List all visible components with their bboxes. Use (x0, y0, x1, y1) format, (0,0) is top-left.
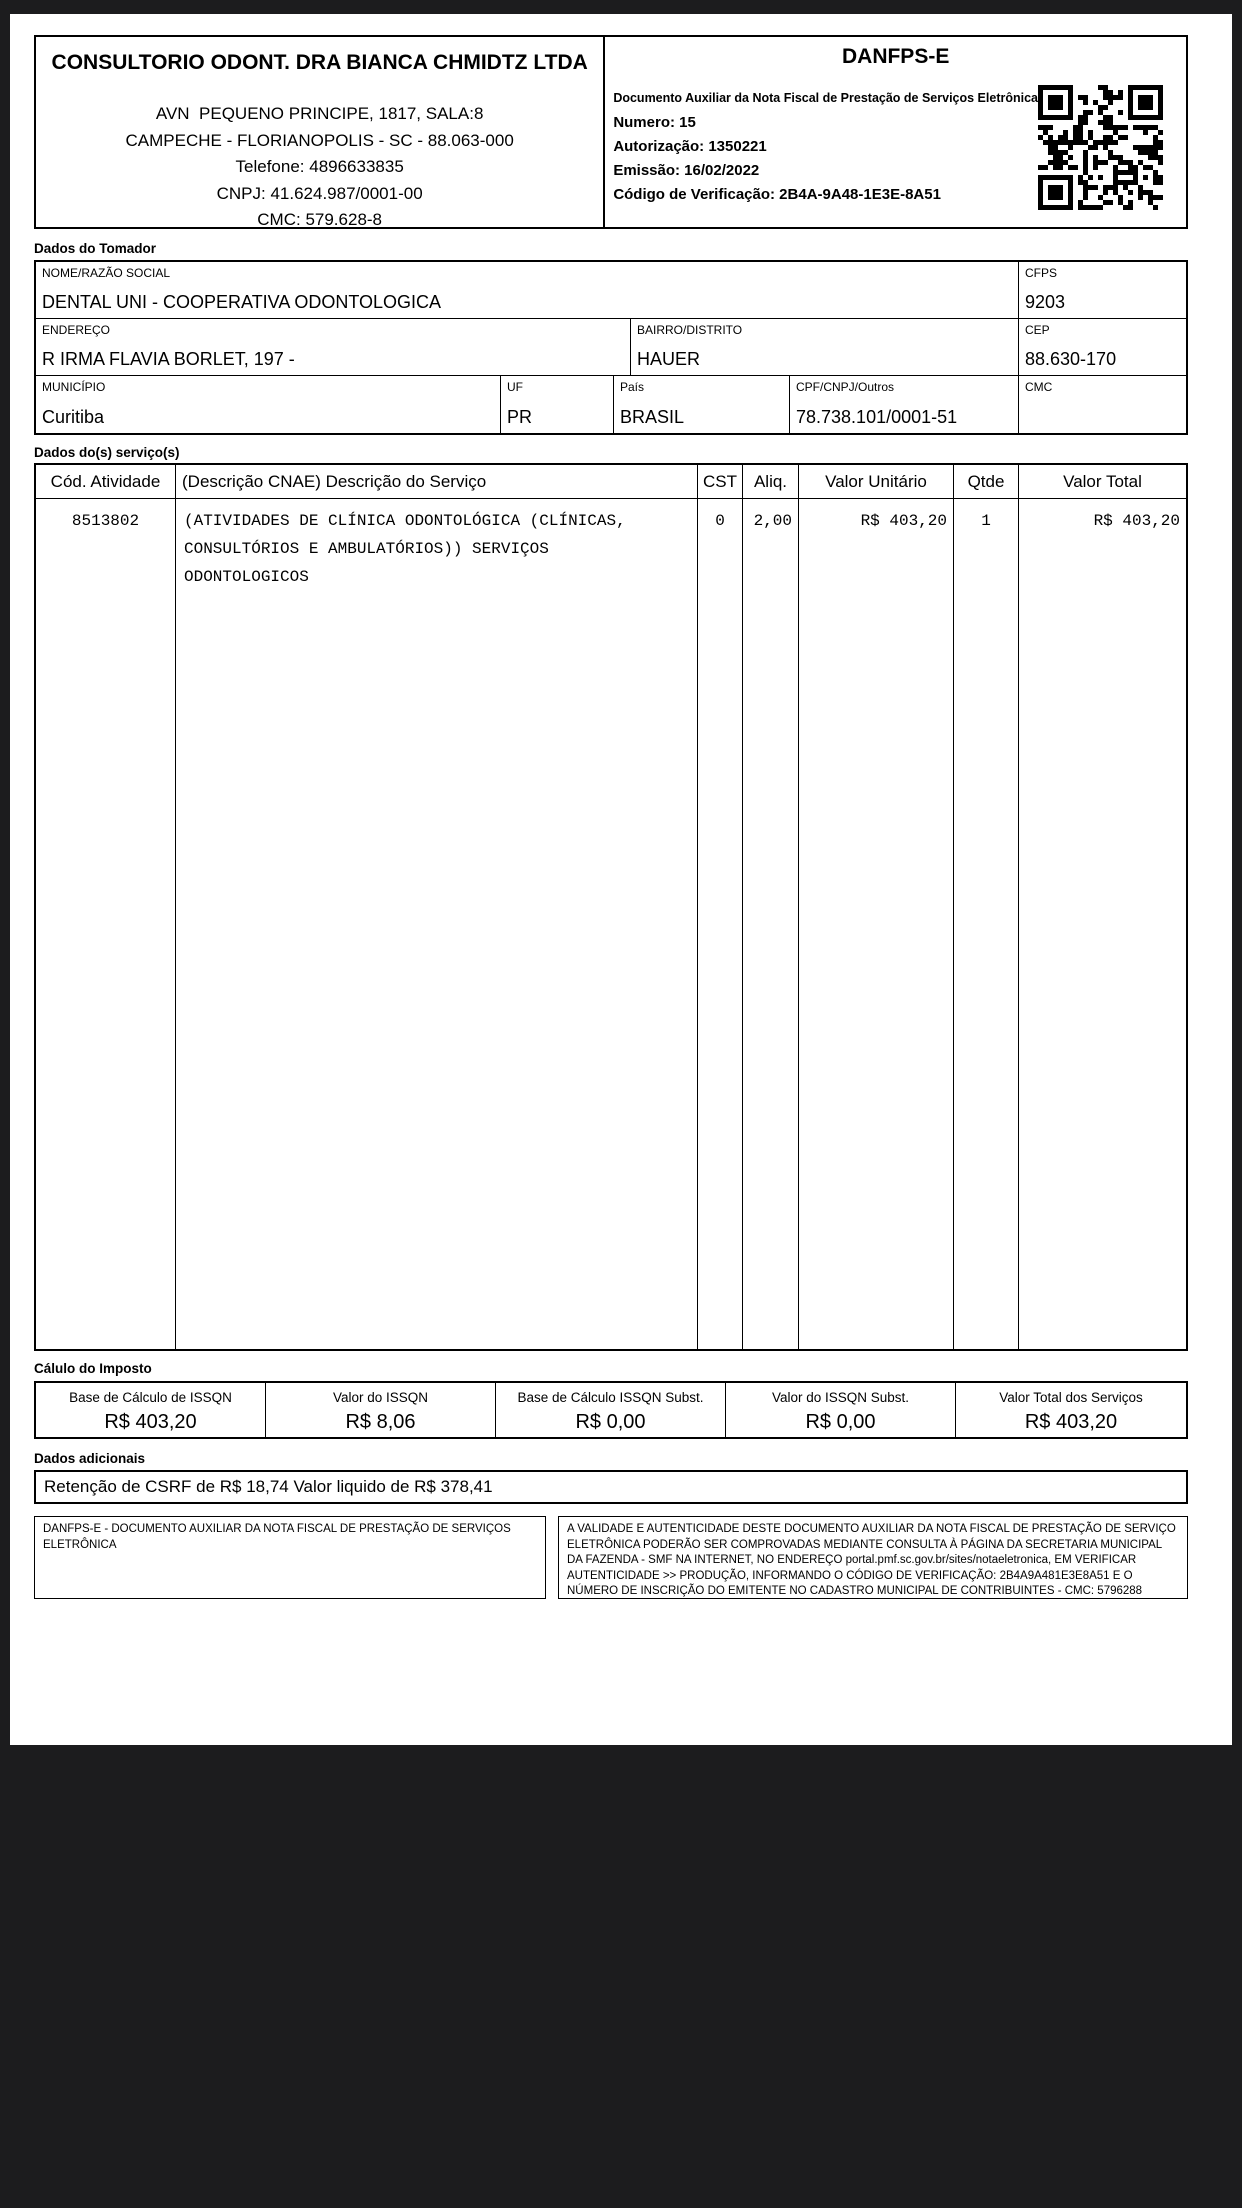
field-label: CFPS (1025, 266, 1058, 280)
field-label: CPF/CNPJ/Outros (796, 380, 895, 394)
imposto-value: R$ 0,00 (805, 1411, 876, 1433)
field-municipio (36, 376, 501, 433)
imposto-label: Base de Cálculo ISSQN Subst. (517, 1390, 704, 1405)
imposto-cell (956, 1383, 1186, 1437)
tomador-table (34, 260, 1188, 435)
column-header: Cód. Atividade (36, 465, 176, 498)
field-cfps (1019, 262, 1186, 318)
column-header: Valor Total (1063, 471, 1142, 491)
adicionais-box: Retenção de CSRF de R$ 18,74 Valor liquido de R$ 378,41 (34, 1470, 1188, 1504)
field-value: DENTAL UNI - COOPERATIVA ODONTOLOGICA (42, 292, 442, 312)
field-value: Curitiba (42, 407, 105, 427)
column-header: CST (698, 465, 743, 498)
field-label: UF (507, 380, 523, 394)
cell-descricao (176, 499, 698, 1349)
cell-cod-atividade: 8513802 (36, 499, 176, 1349)
field-value: BRASIL (620, 407, 685, 427)
adicionais-section-title: Dados adicionais (34, 1451, 146, 1466)
issuer-name: CONSULTORIO ODONT. DRA BIANCA CHMIDTZ LTDA (51, 51, 588, 74)
cell-qtde: 1 (954, 499, 1019, 1349)
imposto-label: Valor do ISSQN (332, 1390, 429, 1405)
footer-validity-note: A VALIDADE E AUTENTICIDADE DESTE DOCUMENTO AUXILIAR DA NOTA FISCAL DE PRESTAÇÃO DE SERVIÇO ELETRÔNICA PODERÃO SER COMPROVADAS MEDIANTE CONSULTA À PÁGINA DA SECRETARIA MUNICIPAL DA FAZENDA - SMF NA INTERNET, NO ENDEREÇO portal.pmf.sc.gov.br/sites/notaeletronica, EM VERIFICAR AUTENTICIDADE >> PRODUÇÃO, INFORMANDO O CÓDIGO DE VERIFICAÇÃO: 2B4A9A481E3E8A51 E O NÚMERO DE INSCRIÇÃO DO EMITENTE NO CADASTRO MUNICIPAL DE CONTRIBUINTES - CMC: 5796288 (558, 1516, 1188, 1599)
danfps-title: DANFPS-E (841, 45, 950, 68)
field-label: CMC (1025, 380, 1053, 394)
tomador-section-title: Dados do Tomador (34, 241, 157, 256)
danfps-panel (605, 37, 1186, 227)
field-bairro (631, 319, 1019, 375)
column-header: Qtde (954, 465, 1019, 498)
field-label: ENDEREÇO (42, 323, 111, 337)
imposto-value: R$ 0,00 (575, 1411, 646, 1433)
danfps-numero: Numero: 15 (613, 114, 696, 131)
field-label: MUNICÍPIO (42, 380, 106, 394)
imposto-cell (266, 1383, 496, 1437)
field-cmc (1019, 376, 1186, 433)
field-value: HAUER (637, 349, 701, 369)
imposto-cell (496, 1383, 726, 1437)
imposto-table (34, 1381, 1188, 1439)
servicos-table-header (36, 465, 1186, 499)
table-row (36, 262, 1186, 319)
descricao-text: (ATIVIDADES DE CLÍNICA ODONTOLÓGICA (CLÍNICAS, CONSULTÓRIOS E AMBULATÓRIOS)) SERVIÇOS ODONTOLOGICOS (184, 512, 626, 586)
field-endereco (36, 319, 631, 375)
field-label: BAIRRO/DISTRITO (637, 323, 743, 337)
field-cpf-cnpj (790, 376, 1019, 433)
field-uf (501, 376, 614, 433)
field-value: 88.630-170 (1025, 349, 1117, 369)
imposto-cell (36, 1383, 266, 1437)
servicos-table (34, 463, 1188, 1351)
field-pais (614, 376, 790, 433)
field-nome (36, 262, 1019, 318)
imposto-label: Base de Cálculo de ISSQN (69, 1390, 232, 1405)
field-label: CEP (1025, 323, 1050, 337)
issuer-cnpj: CNPJ: 41.624.987/0001-00 (216, 183, 423, 203)
issuer-details (36, 101, 603, 234)
field-cep (1019, 319, 1186, 375)
imposto-label: Valor do ISSQN Subst. (771, 1390, 910, 1405)
imposto-value: R$ 403,20 (1024, 1411, 1118, 1433)
column-header: (Descrição CNAE) Descrição do Serviço (176, 465, 698, 498)
field-value: R IRMA FLAVIA BORLET, 197 - (42, 349, 295, 369)
issuer-address-line1: AVN PEQUENO PRINCIPE, 1817, SALA:8 (155, 104, 484, 123)
column-header: Valor Unitário (799, 465, 954, 498)
imposto-value: R$ 403,20 (104, 1411, 197, 1433)
issuer-phone: Telefone: 4896633835 (235, 157, 404, 176)
cell-valor-total: R$ 403,20 (1093, 512, 1180, 530)
cell-cst: 0 (698, 499, 743, 1349)
servicos-section-title: Dados do(s) serviço(s) (34, 445, 180, 460)
cell-aliq: 2,00 (743, 499, 799, 1349)
imposto-label: Valor Total dos Serviços (999, 1390, 1143, 1405)
cell-valor-unitario: R$ 403,20 (799, 499, 954, 1349)
issuer-cmc: CMC: 579.628-8 (257, 210, 383, 229)
danfps-codigo-verificacao: Código de Verificação: 2B4A-9A48-1E3E-8A51 (613, 186, 941, 203)
field-label: País (620, 380, 645, 394)
qr-code-icon (1038, 85, 1163, 210)
danfps-autorizacao: Autorização: 1350221 (613, 138, 767, 155)
field-value: PR (507, 407, 533, 427)
footer (34, 1516, 1188, 1599)
imposto-section-title: Cálulo do Imposto (34, 1361, 152, 1376)
danfps-emissao: Emissão: 16/02/2022 (613, 162, 760, 179)
table-row (36, 376, 1186, 433)
header (34, 35, 1188, 229)
issuer-panel (36, 37, 605, 227)
column-header: Aliq. (743, 465, 799, 498)
field-value: 78.738.101/0001-51 (796, 407, 958, 427)
danfps-subtitle: Documento Auxiliar da Nota Fiscal de Prestação de Serviços Eletrônica (613, 91, 1038, 105)
servicos-table-row (36, 499, 1186, 1349)
imposto-cell (726, 1383, 956, 1437)
field-value (1025, 407, 1180, 428)
issuer-address-line2: CAMPECHE - FLORIANOPOLIS - SC - 88.063-000 (125, 130, 514, 150)
invoice-page (10, 14, 1232, 1745)
field-label: NOME/RAZÃO SOCIAL (42, 266, 171, 280)
footer-left-note: DANFPS-E - DOCUMENTO AUXILIAR DA NOTA FISCAL DE PRESTAÇÃO DE SERVIÇOS ELETRÔNICA (34, 1516, 546, 1599)
field-value: 9203 (1025, 292, 1066, 312)
table-row (36, 319, 1186, 376)
imposto-value: R$ 8,06 (345, 1411, 416, 1433)
